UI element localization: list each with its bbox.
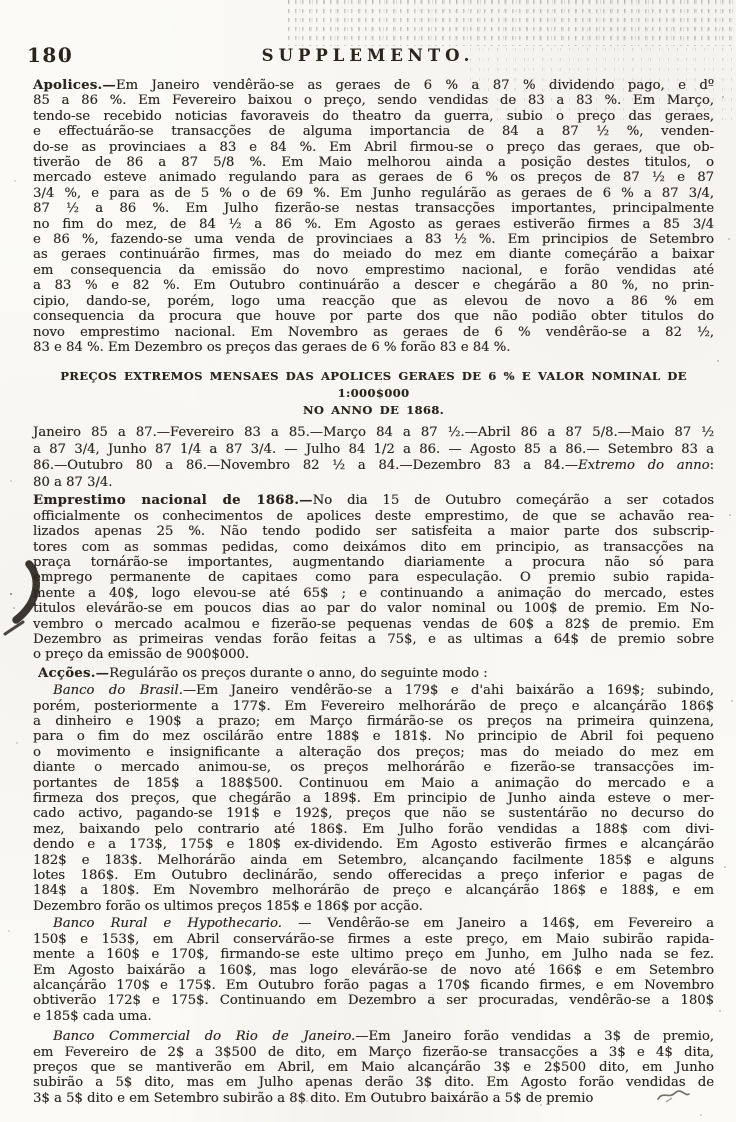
text-line: Apolices.—Em Janeiro vendêrão-se as geraes de 6 % a 87 % dividendo pago, e dº [33, 78, 714, 93]
text-line: 3$ a 5$ dito e em Setembro subirão a 8$ dito. Em Outubro baixárão a 5$ de premio [33, 1090, 594, 1106]
paragraph-label: Banco Rural e Hypothecario. — [53, 916, 328, 932]
bleed-through-top [288, 0, 736, 46]
text-line: tores com as sommas pedidas, como deixámos dito em principio, as transacções na [33, 539, 714, 555]
text-line: mercado esteve animado regulando para as geraes de 6 % os preços de 87 ½ e 87 [33, 170, 714, 186]
paragraph-label: Emprestimo nacional de 1868.— [33, 493, 313, 509]
text-line: tendo-se recebido noticias favoraveis do theatro da guerra, subio o preço das geraes, [33, 108, 714, 124]
text-line: praça tornárão-se importantes, augmentando diariamente a procura não só para [33, 554, 714, 570]
text-line: titulos elevárão-se em poucos dias ao par do valor nominal ou 100$ de premio. Em No- [33, 601, 714, 617]
text-line: o movimento e insignificante a alteração dos preços; mas do meiado do mez em [33, 744, 714, 760]
text-line: alcançárão 170$ e 175$. Em Outubro forão pagas a 170$ ficando firmes, e em Novembro [33, 977, 714, 993]
text-line: cado activo, pagando-se 191$ e 192$, preços que não se sustentárão no decurso do [33, 806, 714, 822]
text-line: cipio, dando-se, porém, logo uma reacção que as elevou de novo a 86 % em [33, 293, 714, 309]
text-line: do-se as provinciaes a 83 e 84 %. Em Abril firmou-se o preço das geraes, que ob- [33, 139, 714, 155]
text-line: obtiverão 172$ e 175$. Continuando em Dezembro a ser procuradas, vendêrão-se a 180$ [33, 993, 714, 1009]
text-line: 80 a 87 3/4. [33, 474, 113, 490]
text-line: lotes 186$. Em Outubro declinárão, sendo offerecidas a preço inferior e pagas de [33, 868, 714, 884]
text-line: dendo e a 173$, 175$ e 180$ ex-dividendo. Em Agosto estiverão firmes e alcançárão [33, 837, 714, 853]
text-line: para o fim do mez oscilárão entre 188$ e 181$. No principio de Abril foi pequeno [33, 729, 714, 745]
text-line: a 83 % e 82 %. Em Outubro continuárão a descer e chegárão a 80 %, no prin- [33, 278, 714, 294]
text-line: em Fevereiro de 2$ a 3$500 de dito, em Março fizerão-se transacções a 3$ e 4$ dita, [33, 1044, 714, 1060]
table-heading-line: NO ANNO DE 1868. [302, 403, 445, 418]
text-line: portantes de 185$ a 188$500. Continuou em Maio a animação do mercado e a [33, 775, 714, 791]
text-line: Banco do Brasil.—Em Janeiro vendêrão-se a 179$ e d'ahi baixárão a 169$; subindo, [53, 683, 714, 699]
text-line: emprego permanente de capitaes como para especulação. O premio subio rapida- [33, 570, 714, 586]
text-line: mente a 40$, logo elevou-se até 65$ ; e continuando a animação do mercado, estes [33, 585, 714, 601]
text-line: mente a 160$ e 170$, firmando-se este ultimo preço em Junho, em Julho nada se fez. [33, 947, 714, 963]
page-number: 180 [27, 43, 74, 67]
page-body [33, 78, 714, 1106]
text-line: e 185$ cada uma. [33, 1008, 152, 1024]
text-line: Dezembro as primeiras vendas forão feitas a 75$, e as ultimas a 64$ de premio sobre [33, 631, 714, 647]
text-line: 184$ a 180$. Em Novembro melhorárão de preço e alcançárão 186$ e 188$, e em [33, 883, 714, 899]
paragraph-label: Apolices.— [33, 78, 116, 93]
text-line: no fim do mez, de 84 ½ a 86 %. Em Agosto as geraes estiverão firmes a 85 3/4 [33, 216, 714, 232]
table-heading [33, 368, 714, 419]
text-line: preços que se mantiverão em Abril, em Maio alcançárão 3$ e 2$500 dito, em Junho [33, 1059, 714, 1075]
paragraph-label: Banco Commercial do Rio de Janeiro.— [53, 1029, 369, 1045]
paragraph-emprestimo-nacional [33, 493, 714, 662]
paragraph-accoes [33, 666, 714, 681]
text-line: o preço da emissão de 900$000. [33, 647, 250, 663]
text-line: Acções.—Regulárão os preços durante o anno, do seguinte modo : [38, 665, 488, 681]
text-line: diante o mercado animou-se, os preços melhorárão e fizerão-se transacções im- [33, 760, 714, 776]
text-line: officialmente os conhecimentos de apolices deste emprestimo, de que se achavão rea- [33, 508, 714, 524]
text-line: 87 ½ a 86 %. Em Julho fizerão-se nestas transacções importantes, principalmente [33, 201, 714, 217]
text-line: e effectuárão-se transacções de alguma importancia de 84 a 87 ½ %, venden- [33, 124, 714, 140]
text-line: Dezembro forão os ultimos preços 185$ e 186$ por acção. [33, 898, 423, 914]
text-line: porém, posteriormente a 177$. Em Fevereiro melhorárão de preço e alcançárão 186$ [33, 698, 714, 714]
text-line: firmeza dos preços, que chegárão a 189$. Em principio de Junho ainda esteve o mer- [33, 791, 714, 807]
text-line: novo emprestimo nacional. Em Novembro as geraes de 6 % vendêrão-se a 82 ½, [33, 324, 714, 340]
text-line: tiverão de 86 a 87 5/8 %. Em Maio melhorou ainda a posição destes titulos, o [33, 155, 714, 171]
text-line: em consequencia da emissão do novo emprestimo nacional, e forão vendidas até [33, 262, 714, 278]
text-line: subirão a 5$ dito, mas em Julho apenas derão 3$ dito. Em Agosto forão vendidas de [33, 1075, 714, 1091]
text-line: as geraes continuárão firmes, mas do meiado do mez em diante começárão a baixar [33, 247, 714, 263]
paragraph-banco-commercial [33, 1029, 714, 1106]
text-line: 86.—Outubro 80 a 86.—Novembro 82 ½ a 84.—Dezembro 83 a 84.—Extremo do anno: [33, 458, 714, 474]
paragraph-banco-do-brasil [33, 683, 714, 914]
text-line: a 87 3/4, Junho 87 1/4 a 87 3/4. — Julho 84 1/2 a 86. — Agosto 85 a 86.— Setembro 83 a [33, 441, 714, 457]
paragraph-label: Acções.— [38, 665, 110, 681]
text-line: e 86 %, fazendo-se uma venda de provinciaes a 83 ½ %. Em principios de Setembro [33, 232, 714, 248]
text-line: consequencia da procura que houve por parte dos que não podião obter titulos do [33, 309, 714, 325]
text-line: 83 e 84 %. Em Dezembro os preços das geraes de 6 % forão 83 e 84 %. [33, 339, 511, 355]
text-line: Janeiro 85 a 87.—Fevereiro 83 a 85.—Março 84 a 87 ½.—Abril 86 a 87 5/8.—Maio 87 ½ [33, 425, 714, 441]
text-line: mez, baixando pelo contrario até 186$. Em Julho forão vendidas a 188$ com divi- [33, 821, 714, 837]
paragraph-banco-rural [33, 916, 714, 1024]
text-line: 182$ e 183$. Melhorárão ainda em Setembro, alcançando facilmente 185$ e alguns [33, 852, 714, 868]
text-line: 150$ e 153$, em Abril conservárão-se firmes a este preço, em Maio subirão rapida- [33, 931, 714, 947]
text-line: 3/4 %, e para as de 5 % o de 69 %. Em Junho regulárão as geraes de 6 % a 87 3/4, [33, 185, 714, 201]
text-line: a dinheiro e 190$ a prazo; em Março firmárão-se os preços na primeira quinzena, [33, 714, 714, 729]
paragraph-label: Banco do Brasil.— [53, 683, 197, 699]
text-line: Emprestimo nacional de 1868.—No dia 15 de Outubro começárão a ser cotados [33, 493, 714, 509]
text-line: lizados apenas 25 %. Não tendo podido ser satisfeita a maior parte dos subscrip- [33, 524, 714, 540]
text-line: Banco Commercial do Rio de Janeiro.—Em Janeiro forão vendidas a 3$ de premio, [53, 1029, 714, 1045]
text-line: 85 a 86 %. Em Fevereiro baixou o preço, sendo vendidas de 83 a 83 %. Em Março, [33, 93, 714, 109]
scan-noise-specks [0, 0, 2, 2]
paragraph-apolices [33, 78, 714, 355]
table-heading-line: PREÇOS EXTREMOS MENSAES DAS APOLICES GERAES DE 6 % E VALOR NOMINAL DE 1:000$000 [60, 369, 687, 401]
text-line: Em Agosto baixárão a 160$, mas logo elevárão-se de novo até 166$ e em Setembro [33, 962, 714, 978]
page-title: SUPPLEMENTO. [261, 46, 475, 65]
paragraph-monthly-prices [33, 425, 714, 491]
text-line: Banco Rural e Hypothecario. — Vendêrão-se em Janeiro a 146$, em Fevereiro a [53, 916, 714, 932]
text-line: vembro o mercado acalmou e fizerão-se pequenas vendas de 60$ a 82$ de premio. Em [33, 616, 714, 632]
